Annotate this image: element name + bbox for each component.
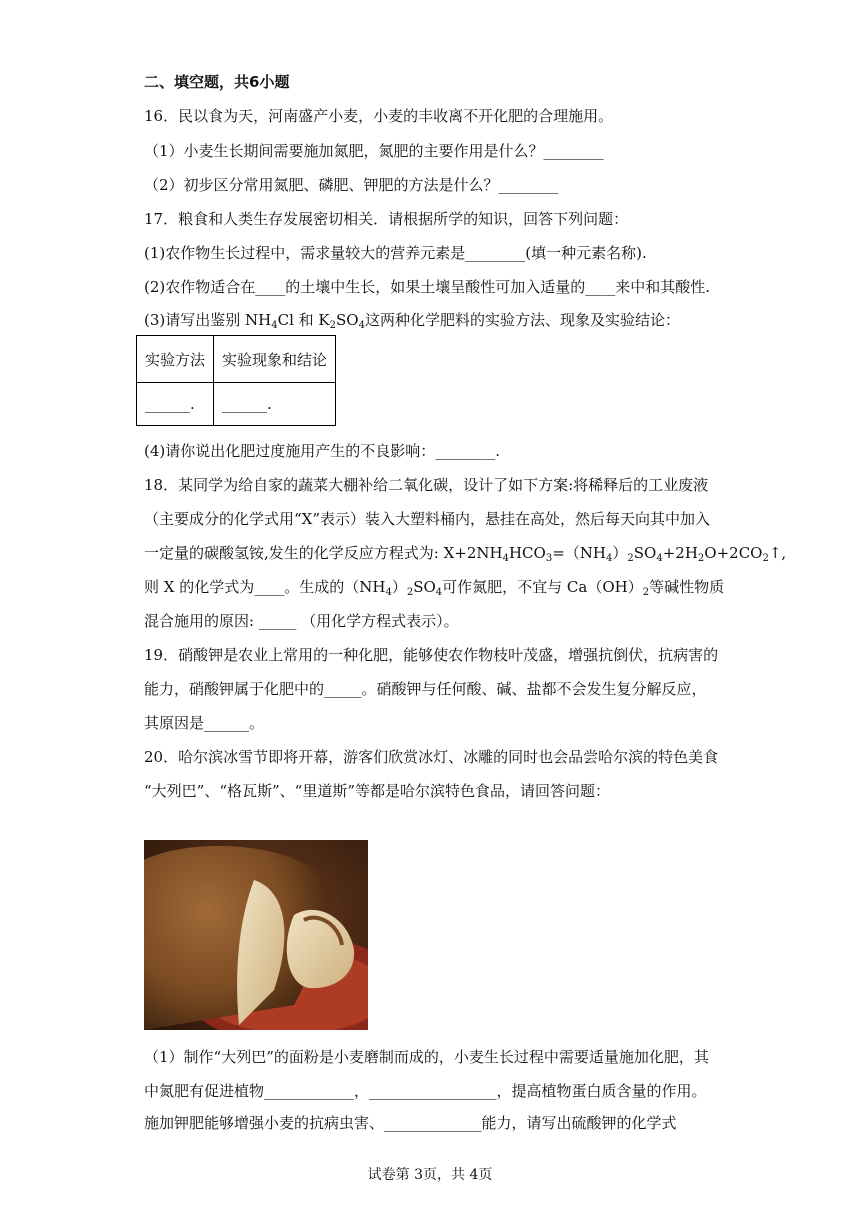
q20-part1-line1: （1）制作“大列巴”的面粉是小麦磨制而成的，小麦生长过程中需要适量施加化肥，其: [144, 1048, 709, 1066]
q17-part3: (3)请写出鉴别 $NH_4Cl$ 和 $K_2SO_4$这两种化学肥料的实验方法、现象及实验结论：: [144, 311, 680, 331]
q18-line5: 混合施用的原因: _____ （用化学方程式表示）。: [144, 612, 459, 630]
q18-line4: 则 X 的化学式为____。生成的$(NH_4)_2SO_4$可作氮肥，不宜与 $Ca(OH)_2$等碱性物质: [144, 578, 725, 598]
q17-part2: (2)农作物适合在____的土壤中生长，如果土壤呈酸性可加入适量的____来中和其酸性.: [144, 278, 711, 296]
table-cell-result: ______.: [214, 383, 336, 426]
q18-line3: 一定量的碳酸氢铵,发生的化学反应方程式为: $X+2NH_4HCO_3=(NH_4)_2SO_4+2H_2O+2CO_2↑$,: [144, 544, 787, 564]
section-title: 二、填空题，共6小题: [144, 73, 290, 91]
page-footer: 试卷第 3页，共 4页: [367, 1167, 493, 1183]
q16-part2: （2）初步区分常用氮肥、磷肥、钾肥的方法是什么？________: [144, 176, 559, 194]
q17-part1: (1)农作物生长过程中，需求量较大的营养元素是________(填一种元素名称).: [144, 244, 647, 262]
q19-line1: 19．硝酸钾是农业上常用的一种化肥，能够使农作物枝叶茂盛，增强抗倒伏，抗病害的: [144, 646, 719, 664]
q17-stem: 17．粮食和人类生存发展密切相关．请根据所学的知识，回答下列问题：: [144, 210, 629, 228]
q19-line3: 其原因是______。: [144, 714, 265, 732]
q18-line1: 18．某同学为给自家的蔬菜大棚补给二氧化碳，设计了如下方案:将稀释后的工业废液: [144, 476, 709, 494]
table-header-result: 实验现象和结论: [214, 336, 336, 383]
bread-photo: [144, 840, 368, 1030]
experiment-table: [136, 335, 336, 426]
table-header-method: 实验方法: [137, 336, 214, 383]
q20-line2: “大列巴”、“格瓦斯”、“里道斯”等都是哈尔滨特色食品，请回答问题：: [144, 782, 611, 800]
q19-line2: 能力，硝酸钾属于化肥中的_____。硝酸钾与任何酸、碱、盐都不会发生复分解反应，: [144, 680, 707, 698]
q16-stem: 16．民以食为天，河南盛产小麦，小麦的丰收离不开化肥的合理施用。: [144, 107, 614, 125]
table-cell-method: ______.: [137, 383, 214, 426]
q18-line2: （主要成分的化学式用“X”表示）装入大塑料桶内，悬挂在高处，然后每天向其中加入: [144, 510, 711, 528]
q16-part1: （1）小麦生长期间需要施加氮肥，氮肥的主要作用是什么？________: [144, 142, 604, 160]
q20-line1: 20．哈尔滨冰雪节即将开幕，游客们欣赏冰灯、冰雕的同时也会品尝哈尔滨的特色美食: [144, 748, 719, 766]
q17-part4: (4)请你说出化肥过度施用产生的不良影响：________.: [144, 442, 501, 460]
q20-part1-line3: 施加钾肥能够增强小麦的抗病虫害、_____________能力，请写出硫酸钾的化学式: [144, 1114, 677, 1132]
q20-part1-line2: 中氮肥有促进植物____________，_________________，提高植物蛋白质含量的作用。: [144, 1082, 707, 1100]
